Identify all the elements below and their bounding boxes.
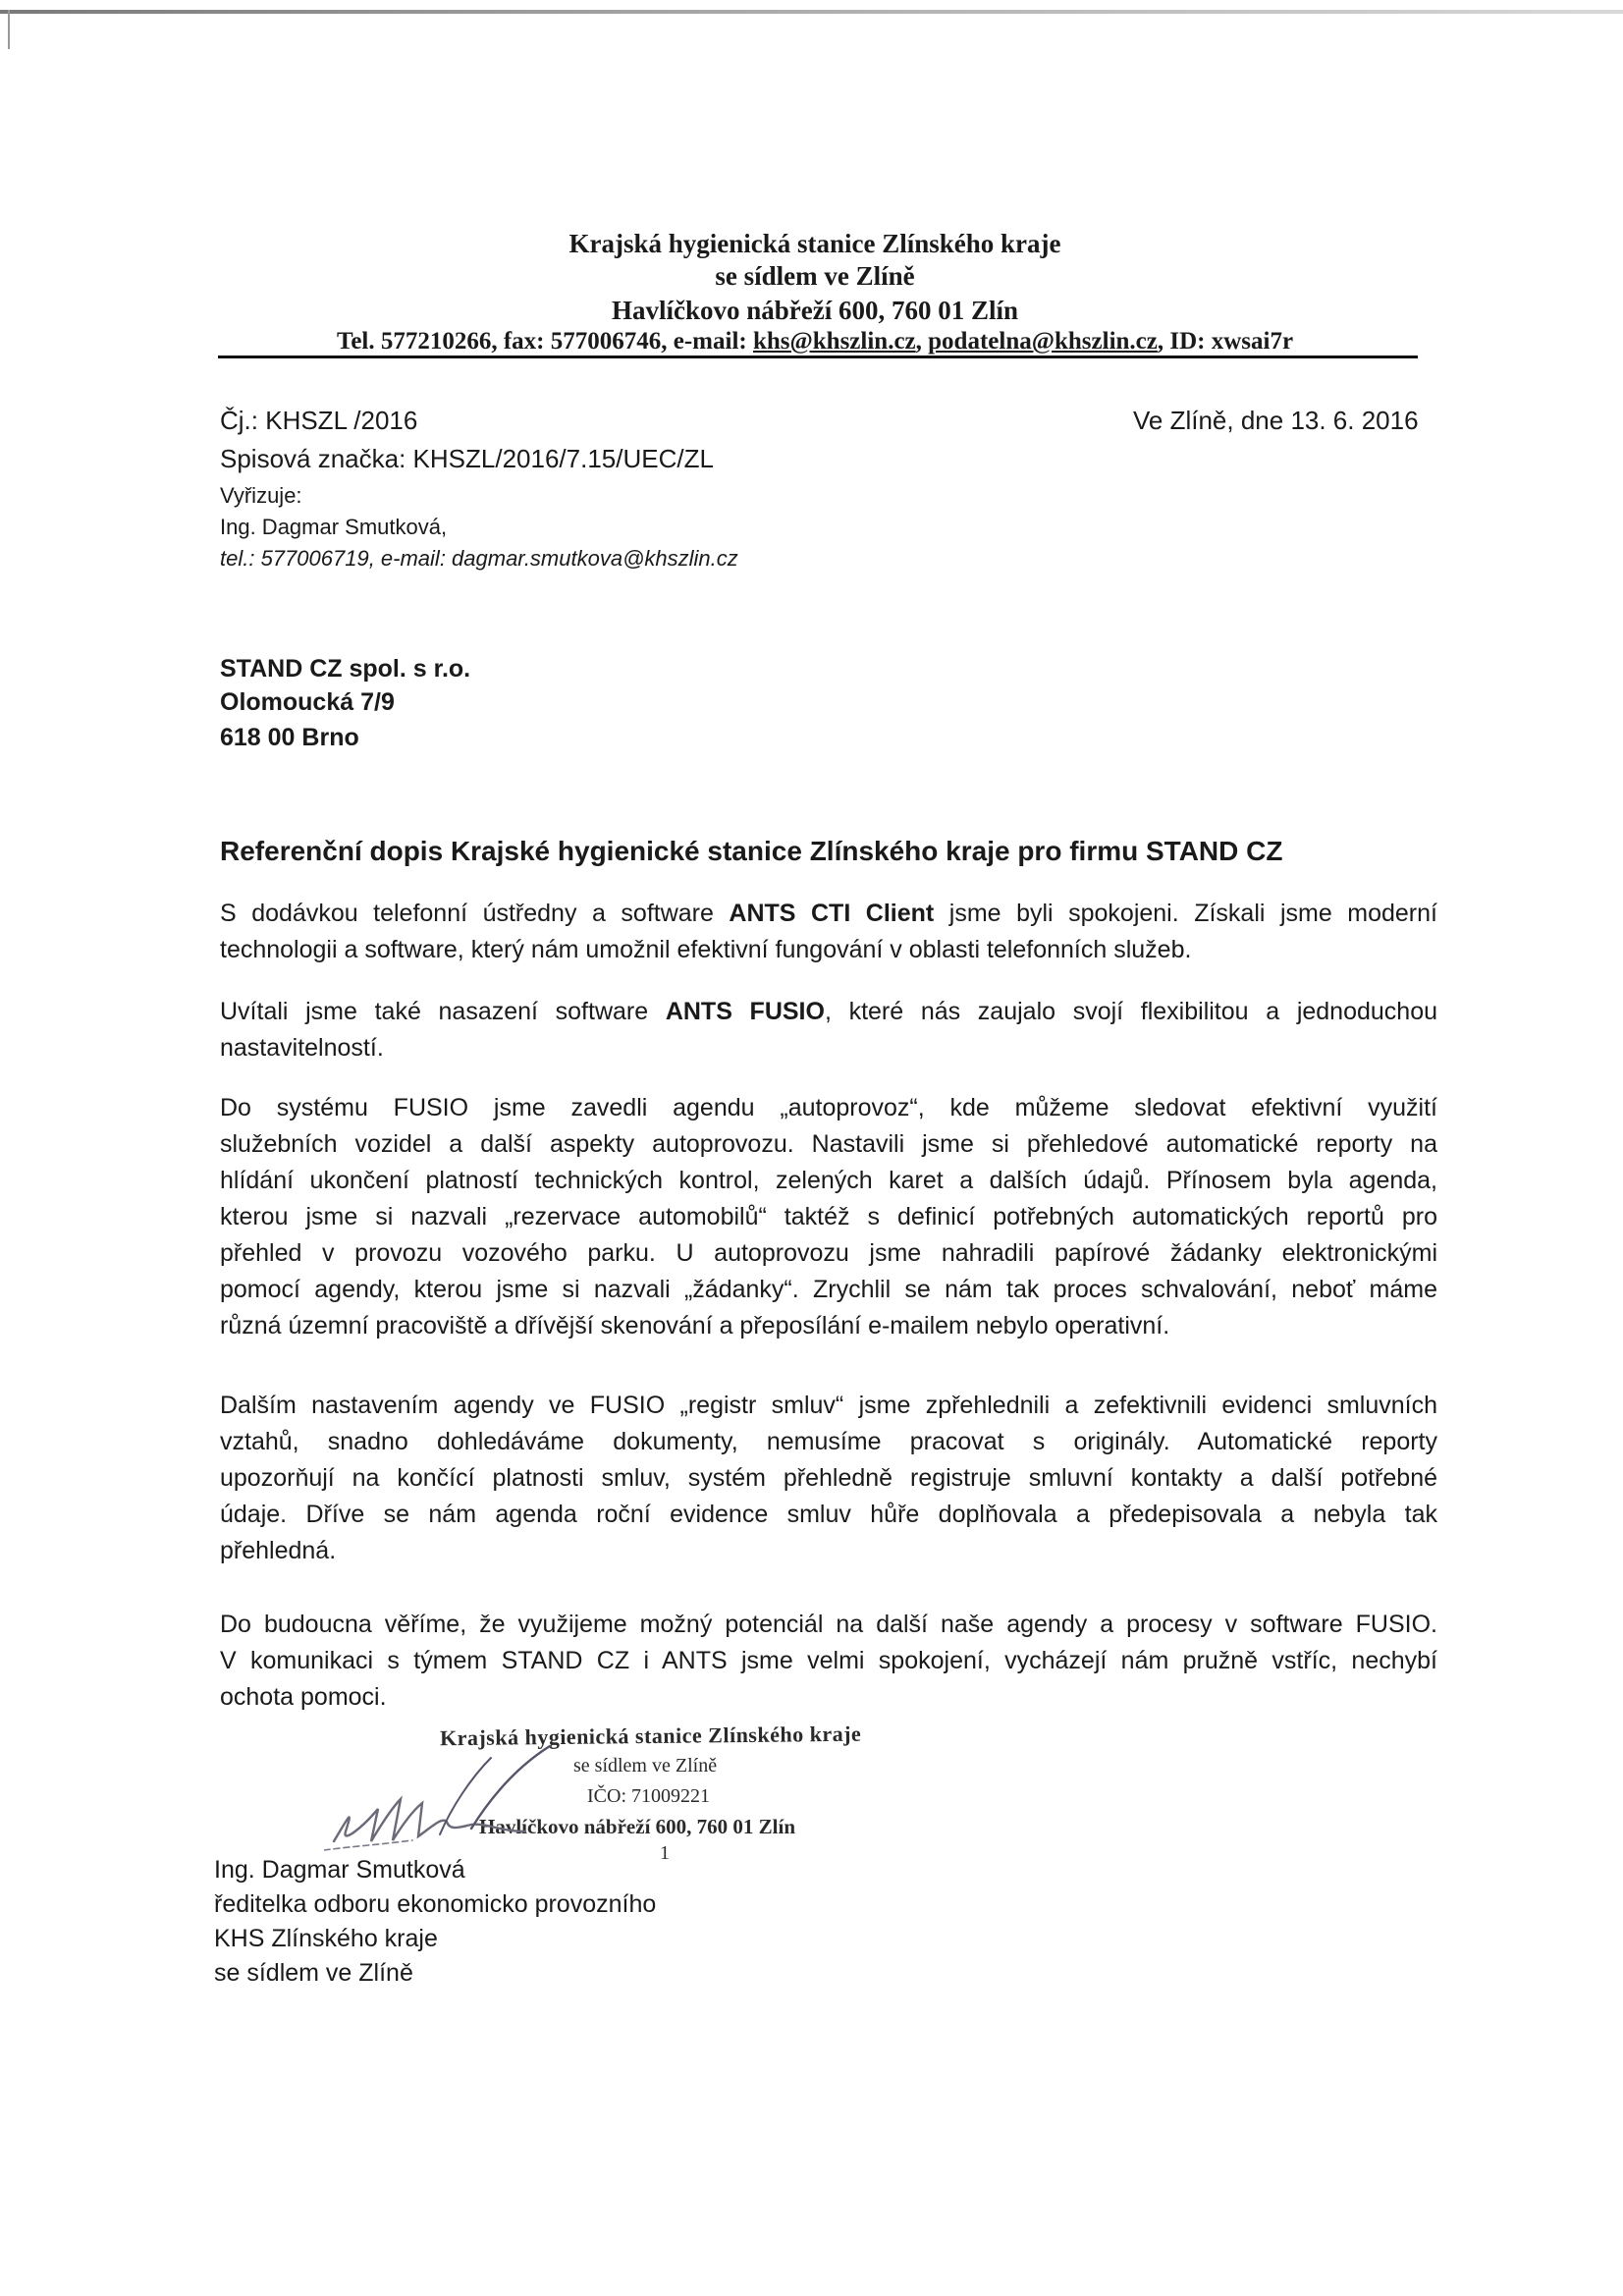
stamp-line1: Krajská hygienická stanice Zlínského kraje [439, 1721, 862, 1751]
scan-edge-top [0, 10, 1623, 14]
signatory-org: KHS Zlínského kraje [214, 1925, 438, 1952]
stamp-mark: 1 [660, 1842, 670, 1864]
p2-text-a: Uvítali jsme také nasazení software [220, 998, 666, 1025]
signatory-name: Ing. Dagmar Smutková [214, 1856, 465, 1884]
paragraph-1-line-2: technologii a software, který nám umožnil efektivní fungování v oblasti telefonních služeb. [220, 936, 1192, 963]
recipient-street: Olomoucká 7/9 [220, 688, 395, 716]
p1-text-a: S dodávkou telefonní ústředny a software [220, 900, 730, 927]
letterhead-line1: Krajská hygienická stanice Zlínského kraje [568, 229, 1061, 258]
paragraph-3 [220, 1090, 1437, 1344]
paragraph-4 [220, 1388, 1437, 1569]
p2-text-c: , které nás zaujalo svojí flexibilitou a jednoduchou [824, 998, 1438, 1025]
paragraph-4-line: vztahů, snadno dohledáváme dokumenty, nemusíme pracovat s originály. Automatické reporty [220, 1428, 1437, 1455]
contact-sep: , [915, 328, 929, 355]
paragraph-3-line: různá územní pracoviště a dřívější skenování a přeposílání e-mailem nebylo operativní. [220, 1312, 1170, 1339]
paragraph-3-line: pomocí agendy, kterou jsme si nazvali „žádanky“. Zrychlil se nám tak proces schvalování, neboť máme [220, 1276, 1437, 1303]
stamp-ico: IČO: 71009221 [587, 1785, 710, 1807]
email-link-khs[interactable]: khs@khszlin.cz [752, 328, 916, 355]
paragraph-4-line: údaje. Dříve se nám agenda roční evidence smluv hůře doplňovala a předepisovala a nebyla tak [220, 1501, 1437, 1528]
handwritten-signature [324, 1738, 579, 1866]
paragraph-2-line-1 [220, 994, 1437, 1030]
letter-subject: Referenční dopis Krajské hygienické stanice Zlínského kraje pro firmu STAND CZ [220, 836, 1283, 866]
contact-suffix: , ID: xwsai7r [1157, 328, 1294, 355]
paragraph-3-line: kterou jsme si nazvali „rezervace automobilů“ taktéž s definicí potřebných automatických reportů pro [220, 1203, 1437, 1230]
p1-product-cti: ANTS CTI Client [729, 900, 935, 927]
recipient-company: STAND CZ spol. s r.o. [220, 655, 471, 683]
paragraph-4-line: přehledná. [220, 1537, 337, 1564]
contact-prefix: Tel. 577210266, fax: 577006746, e-mail: [336, 328, 753, 355]
stamp-address: Havlíčkovo nábřeží 600, 760 01 Zlín [479, 1815, 796, 1838]
paragraph-3-line: služebních vozidel a další aspekty autoprovozu. Nastavili jsme si přehledové automatické reporty na [220, 1130, 1437, 1158]
stamp-line2: se sídlem ve Zlíně [573, 1755, 718, 1777]
letterhead-divider [218, 355, 1418, 358]
paragraph-1-line-1 [220, 896, 1437, 932]
p2-product-fusio: ANTS FUSIO [665, 998, 825, 1025]
reference-name: Ing. Dagmar Smutková, [220, 515, 448, 539]
paragraph-3-line: přehled v provozu vozového parku. U autoprovozu jsme nahradili papírové žádanky elektronickými [220, 1239, 1437, 1267]
reference-spisova: Spisová značka: KHSZL/2016/7.15/UEC/ZL [220, 444, 714, 473]
paragraph-2-line-2: nastavitelností. [220, 1034, 384, 1062]
letterhead-contact [226, 326, 1404, 357]
paragraph-5 [220, 1607, 1437, 1716]
paragraph-5-line: V komunikaci s týmem STAND CZ i ANTS jsme velmi spokojení, vycházejí nám pružně vstříc, nechybí [220, 1647, 1437, 1674]
paragraph-5-line: Do budoucna věříme, že využijeme možný potenciál na další naše agendy a procesy v software FUSIO. [220, 1611, 1437, 1638]
p1-text-c: jsme byli spokojeni. Získali jsme moderní [934, 900, 1437, 927]
reference-cj: Čj.: KHSZL /2016 [220, 406, 418, 435]
signatory-title: ředitelka odboru ekonomicko provozního [214, 1890, 657, 1918]
paragraph-4-line: upozorňují na končící platnosti smluv, systém přehledně registruje smluvní kontakty a další potřebné [220, 1464, 1437, 1492]
letterhead-address: Havlíčkovo nábřeží 600, 760 01 Zlín [611, 296, 1019, 325]
signatory-seat: se sídlem ve Zlíně [214, 1959, 413, 1987]
paragraph-3-line: hlídání ukončení platností technických kontrol, zelených karet a dalších údajů. Přínosem byla agenda, [220, 1167, 1437, 1194]
paragraph-4-line: Dalším nastavením agendy ve FUSIO „registr smluv“ jsme zpřehlednili a zefektivnili evidenci smluvních [220, 1392, 1437, 1419]
reference-contact: tel.: 577006719, e-mail: dagmar.smutkova@khszlin.cz [220, 546, 738, 571]
reference-vyrizuje: Vyřizuje: [220, 483, 302, 508]
scan-edge-left [8, 10, 10, 49]
paragraph-3-line: Do systému FUSIO jsme zavedli agendu „autoprovoz“, kde můžeme sledovat efektivní využití [220, 1094, 1437, 1121]
place-date: Ve Zlíně, dne 13. 6. 2016 [1133, 406, 1419, 435]
recipient-city: 618 00 Brno [220, 724, 359, 751]
letterhead-line2: se sídlem ve Zlíně [715, 261, 915, 291]
paragraph-1 [220, 896, 1437, 968]
paragraph-5-line: ochota pomoci. [220, 1683, 387, 1711]
email-link-podatelna[interactable]: podatelna@khszlin.cz [928, 328, 1158, 355]
paragraph-2 [220, 994, 1437, 1066]
